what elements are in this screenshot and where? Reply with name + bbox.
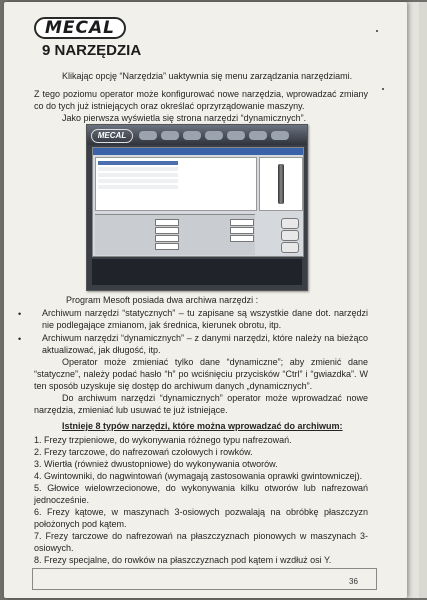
tool-row bbox=[98, 185, 178, 189]
toolbar-tab bbox=[139, 131, 157, 140]
toolbar-tab bbox=[161, 131, 179, 140]
bullet-dot: • bbox=[18, 309, 22, 319]
mecal-logo bbox=[34, 17, 126, 39]
screenshot-logo: MECAL bbox=[91, 129, 133, 143]
list-item: 7. Frezy tarczowe do nafrezowań na płaszczyznach pionowych w maszynach 3-osiowych. bbox=[34, 531, 368, 553]
form-button bbox=[281, 242, 299, 253]
form-field bbox=[155, 219, 179, 226]
toolbar-tab bbox=[227, 131, 245, 140]
list-item: 4. Gwintowniki, do nagwintowań (wymagają zastosowania oprawki gwintowniczej). bbox=[34, 471, 363, 481]
logo-text: MECAL bbox=[45, 18, 115, 38]
paragraph-intro: Klikając opcję “Narzędzia” uaktywnia się menu zarządzania narzędziami. bbox=[62, 71, 353, 81]
list-item: 6. Frezy kątowe, w maszynach 3-osiowych pozwalają na obróbkę płaszczyzn położonych pod kątem. bbox=[34, 507, 368, 529]
toolbar-tab bbox=[249, 131, 267, 140]
paragraph-operator: Operator może zmieniać tylko dane “dynamiczne”; aby zmienić dane “statyczne”, należy podać hasło “h” po wciśnięciu przycisków “Ctrl” i “gwiazdka”. W ten sposób uzyskuje się dostęp do archiwum danych „dynamicznych”. bbox=[34, 357, 368, 391]
paragraph-new-tools: Do archiwum narzędzi “dynamicznych” operator może wprowadzać nowe narzędzia, zmieniać lub usuwać te już istniejące. bbox=[34, 393, 368, 415]
toolbar-tab bbox=[205, 131, 223, 140]
tool-window bbox=[92, 147, 304, 257]
scan-speck bbox=[382, 88, 384, 90]
scan-speck bbox=[376, 30, 378, 32]
tool-row-selected bbox=[98, 161, 178, 165]
window-titlebar bbox=[93, 148, 303, 155]
bullet-dynamic-archive: Archiwum narzędzi “dynamicznych” – z danymi narzędzi, które należy na bieżąco aktualizować, jak długość, itp. bbox=[42, 333, 368, 355]
form-field bbox=[155, 227, 179, 234]
footer-box bbox=[32, 568, 377, 590]
tool-form bbox=[95, 214, 255, 255]
screenshot-statusbar bbox=[92, 259, 302, 285]
form-field bbox=[230, 235, 254, 242]
tool-preview bbox=[259, 157, 303, 211]
tool-row bbox=[98, 167, 178, 171]
form-field bbox=[155, 235, 179, 242]
bullet-dot: • bbox=[18, 334, 22, 344]
list-item: 1. Frezy trzpieniowe, do wykonywania różnego typu nafrezowań. bbox=[34, 435, 292, 445]
page-number: 36 bbox=[349, 577, 358, 586]
tool-image-icon bbox=[278, 164, 284, 204]
software-screenshot bbox=[86, 124, 308, 291]
tool-row bbox=[98, 179, 178, 183]
list-item: 3. Wiertła (również dwustopniowe) do wykonywania otworów. bbox=[34, 459, 278, 469]
paper-sheet bbox=[4, 2, 407, 598]
paragraph-config: Z tego poziomu operator może konfigurować nowe narzędzia, wprowadzać zmiany co do tych już istniejących oraz określać oprzyrządowanie maszyny. bbox=[34, 89, 368, 111]
list-item: 5. Głowice wielowrzecionowe, do wykonywania kilku otworów lub nafrezowań jednocześnie. bbox=[34, 483, 368, 505]
toolbar-tab bbox=[183, 131, 201, 140]
section-heading: 9 NARZĘDZIA bbox=[42, 42, 142, 59]
tool-list bbox=[95, 157, 257, 211]
form-field bbox=[155, 243, 179, 250]
paragraph-dynamic-page: Jako pierwsza wyświetla się strona narzędzi “dynamicznych”. bbox=[62, 113, 307, 123]
form-field bbox=[230, 219, 254, 226]
form-button bbox=[281, 230, 299, 241]
form-field bbox=[230, 227, 254, 234]
figure-caption: Program Mesoft posiada dwa archiwa narzędzi : bbox=[66, 295, 259, 305]
bullet-static-archive: Archiwum narzędzi “statycznych” – tu zapisane są wszystkie dane dot. narzędzi nie podlegające zmianom, jak średnica, kierunek obrotu, itp. bbox=[42, 308, 368, 330]
form-button bbox=[281, 218, 299, 229]
tool-row bbox=[98, 173, 178, 177]
list-item: 8. Frezy specjalne, do rowków na płaszczyznach pod kątem i wzdłuż osi Y. bbox=[34, 555, 332, 565]
screenshot-toolbar bbox=[87, 125, 307, 145]
toolbar-tab bbox=[271, 131, 289, 140]
list-item: 2. Frezy tarczowe, do nafrezowań czołowych i rowków. bbox=[34, 447, 253, 457]
list-title: Istnieje 8 typów narzędzi, które można wprowadzać do archiwum: bbox=[62, 421, 343, 431]
